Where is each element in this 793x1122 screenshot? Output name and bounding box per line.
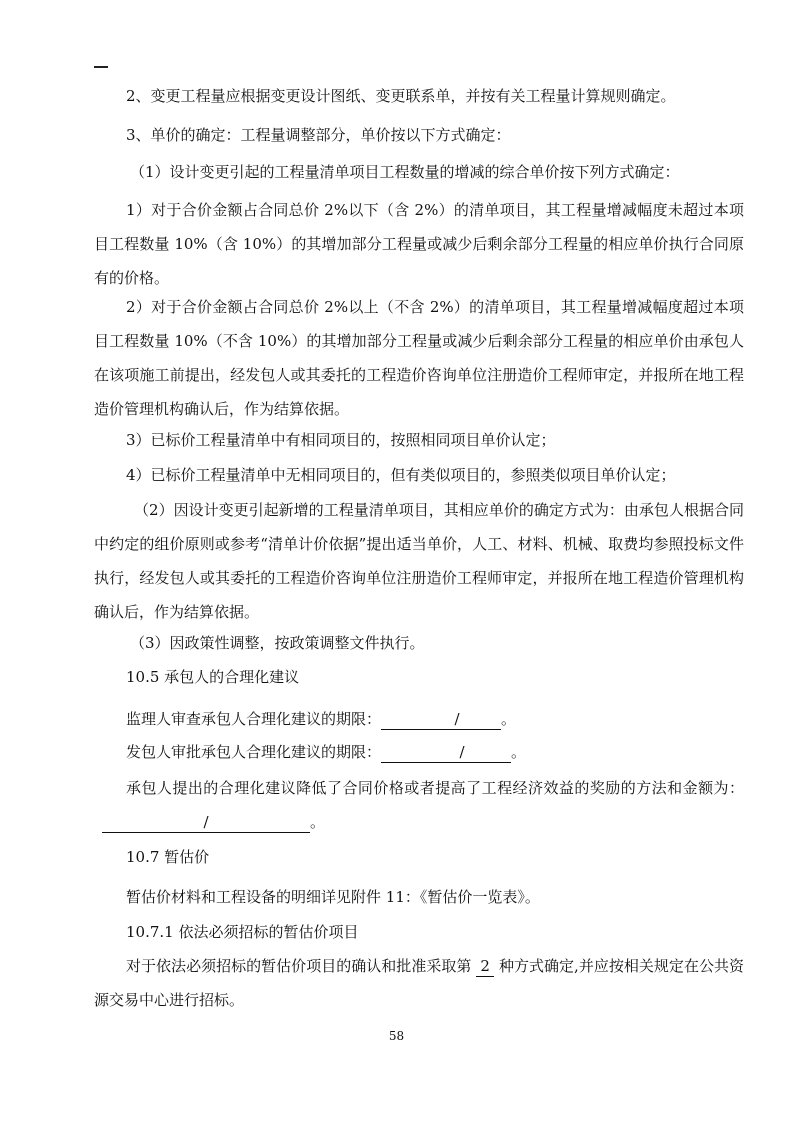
tender-method-text-before: 对于依法必须招标的暂估价项目的确认和批准采取第 (126, 957, 477, 975)
supervisor-review-period-value: / (381, 709, 501, 730)
paragraph-unit-price: 3、单价的确定：工程量调整部分，单价按以下方式确定： (126, 126, 511, 144)
period-mark: 。 (511, 743, 527, 761)
period-mark: 。 (501, 710, 517, 728)
page-number: 58 (388, 1029, 405, 1043)
header-rule (94, 66, 108, 68)
paragraph-rule-1: 1）对于合价金额占合同总价 2%以下（含 2%）的清单项目，其工程量增减幅度未超过本项目工程数量 10%（含 10%）的其增加部分工程量或减少后剩余部分工程量的相应单价执行合同原有的价格。 (94, 201, 744, 287)
reward-method-value: / (102, 812, 310, 833)
section-heading-10-7: 10.7 暂估价 (126, 848, 210, 866)
tender-method-text-after: 种方式确定,并应按相关规定在公共资源交易中心进行招标。 (94, 957, 744, 1009)
paragraph-item-1: （1）设计变更引起的工程量清单项目工程数量的增减的综合单价按下列方式确定： (130, 163, 680, 181)
paragraph-provisional-sum-details: 暂估价材料和工程设备的明细详见附件 11：《暂估价一览表》。 (126, 888, 540, 906)
paragraph-rule-2: 2）对于合价金额占合同总价 2%以上（不含 2%）的清单项目，其工程量增减幅度超过本项目工程数量 10%（不含 10%）的其增加部分工程量或减少后剩余部分工程量的相应单价由承包人在该项施工前提出，经发包人或其委托的工程造价咨询单位注册造价工程师审定，并报所在地工程造价管理机构确认后，作为结算依据。 (94, 298, 744, 418)
period-mark: 。 (310, 813, 326, 831)
employer-approval-period-line (94, 735, 744, 769)
section-heading-10-7-1: 10.7.1 依法必须招标的暂估价项目 (126, 923, 359, 941)
paragraph-item-2: （2）因设计变更引起新增的工程量清单项目，其相应单价的确定方式为：由承包人根据合同中约定的组价原则或参考“清单计价依据”提出适当单价，人工、材料、机械、取费均参照投标文件执行，经发包人或其委托的工程造价咨询单位注册造价工程师审定，并报所在地工程造价管理机构确认后，作为结算依据。 (94, 501, 744, 621)
reward-method-paragraph (94, 771, 744, 839)
reward-method-text: 承包人提出的合理化建议降低了合同价格或者提高了工程经济效益的奖励的方法和金额为： (126, 779, 744, 797)
section-heading-10-5: 10.5 承包人的合理化建议 (126, 668, 300, 686)
tender-method-option-value: 2 (476, 956, 494, 977)
supervisor-review-period-line (94, 702, 744, 736)
paragraph-variation-quantity: 2、变更工程量应根据变更设计图纸、变更联系单，并按有关工程量计算规则确定。 (126, 87, 676, 105)
paragraph-item-3: （3）因政策性调整，按政策调整文件执行。 (130, 634, 425, 652)
paragraph-rule-3: 3）已标价工程量清单中有相同项目的，按照相同项目单价认定； (126, 431, 556, 449)
employer-approval-period-value: / (381, 742, 511, 763)
supervisor-review-period-label: 监理人审查承包人合理化建议的期限： (126, 710, 382, 728)
paragraph-tender-method (94, 949, 744, 1017)
employer-approval-period-label: 发包人审批承包人合理化建议的期限： (126, 743, 382, 761)
paragraph-rule-4: 4）已标价工程量清单中无相同项目的，但有类似项目的，参照类似项目单价认定； (126, 466, 676, 484)
